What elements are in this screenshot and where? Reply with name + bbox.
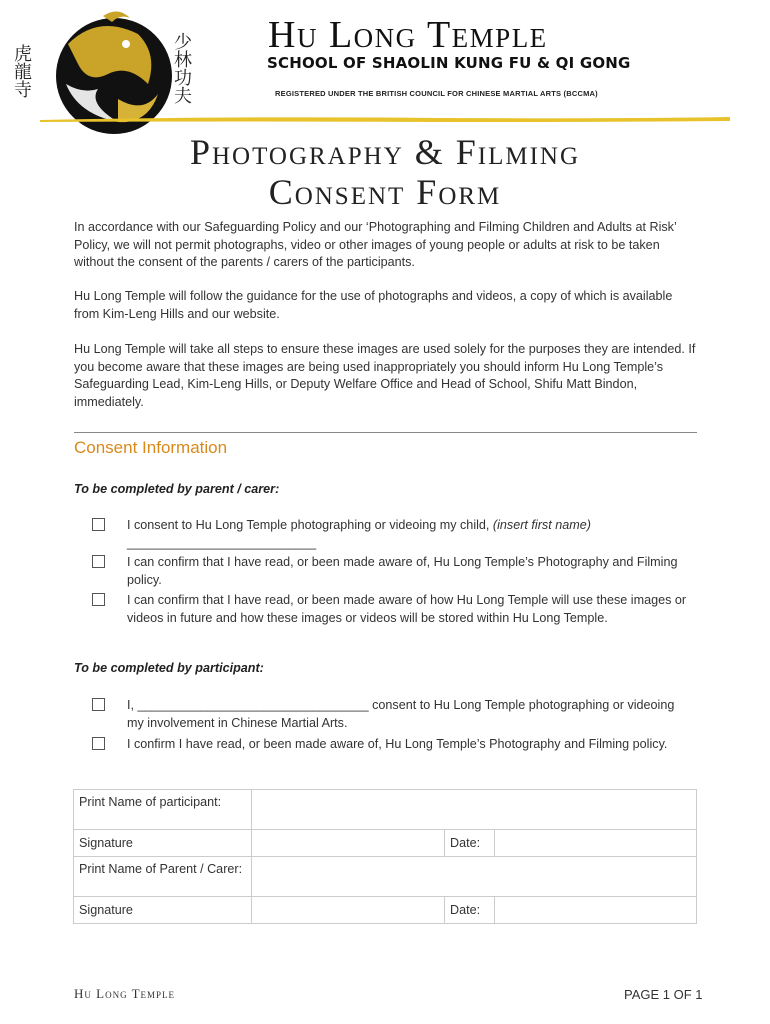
form-title-line-1: Photography & Filming [189,132,581,172]
date-field-1[interactable] [495,830,697,857]
parent-section-heading: To be completed by parent / carer: [74,482,280,496]
date-label-1: Date: [445,830,495,857]
print-name-participant-label: Print Name of participant: [74,790,252,830]
signature-field-2[interactable] [252,897,445,924]
form-title-line-2: Consent Form [268,172,502,212]
logo-left-characters: 虎龍寺 [11,44,32,98]
page-number: PAGE 1 OF 1 [624,987,703,1002]
consent-item-text: I consent to Hu Long Temple photographing or videoing my child, (insert first name) ___________________________ [127,518,591,550]
intro-paragraph-1: In accordance with our Safeguarding Policy and our ‘Photographing and Filming Children and Adults at Risk’ Policy, we will not permit photographs, video or other images of young people or adults at risk to be taken without the consent of the parents / carers of the participants. [74,220,677,270]
school-name: Hu Long Temple [268,14,548,56]
consent-section-heading: Consent Information [74,438,228,457]
form-title [60,132,710,212]
gold-brush-divider [40,108,730,128]
date-label-2: Date: [445,897,495,924]
signature-label-1: Signature [74,830,252,857]
consent-checkbox[interactable] [92,518,105,531]
signature-field-1[interactable] [252,830,445,857]
registration-note: REGISTERED UNDER THE BRITISH COUNCIL FOR CHINESE MARTIAL ARTS (BCCMA) [275,89,598,98]
print-name-participant-field[interactable] [252,790,697,830]
print-name-parent-label: Print Name of Parent / Carer: [74,857,252,897]
logo-right-characters: 少林功夫 [171,32,192,104]
participant-section-heading: To be completed by participant: [74,661,264,675]
print-name-parent-field[interactable] [252,857,697,897]
image-usage-checkbox[interactable] [92,593,105,606]
intro-paragraph-3: Hu Long Temple will take all steps to ensure these images are used solely for the purposes they are intended. If you become aware that these images are being used inappropriately you should inform Hu Long Temple’s Safeguarding Lead, Kim-Leng Hills, or Deputy Welfare Office and Head of School, Shifu Matt Bindon, immediately. [74,342,696,409]
participant-policy-text: I confirm I have read, or been made aware of, Hu Long Temple’s Photography and Filming policy. [127,737,668,751]
insert-name-note: (insert first name) [492,518,591,532]
child-name-blank[interactable]: ___________________________ [127,535,317,550]
participant-consent-text: I, _________________________________ consent to Hu Long Temple photographing or videoing my involvement in Chinese Martial Arts. [127,698,675,730]
signature-label-2: Signature [74,897,252,924]
participant-policy-checkbox[interactable] [92,737,105,750]
school-subtitle: SCHOOL OF SHAOLIN KUNG FU & QI GONG [267,54,631,72]
section-divider [74,432,697,433]
footer-school-name: Hu Long Temple [74,986,176,1001]
date-field-2[interactable] [495,897,697,924]
intro-paragraph-2: Hu Long Temple will follow the guidance for the use of photographs and videos, a copy of which is available from Kim-Leng Hills and our website. [74,289,673,321]
participant-consent-checkbox[interactable] [92,698,105,711]
policy-read-text: I can confirm that I have read, or been made aware of, Hu Long Temple’s Photography and Filming policy. [127,555,678,587]
policy-read-checkbox[interactable] [92,555,105,568]
signature-table [73,789,697,924]
image-usage-text: I can confirm that I have read, or been made aware of how Hu Long Temple will use these images or videos in future and how these images or videos will be stored within Hu Long Temple. [127,593,687,625]
